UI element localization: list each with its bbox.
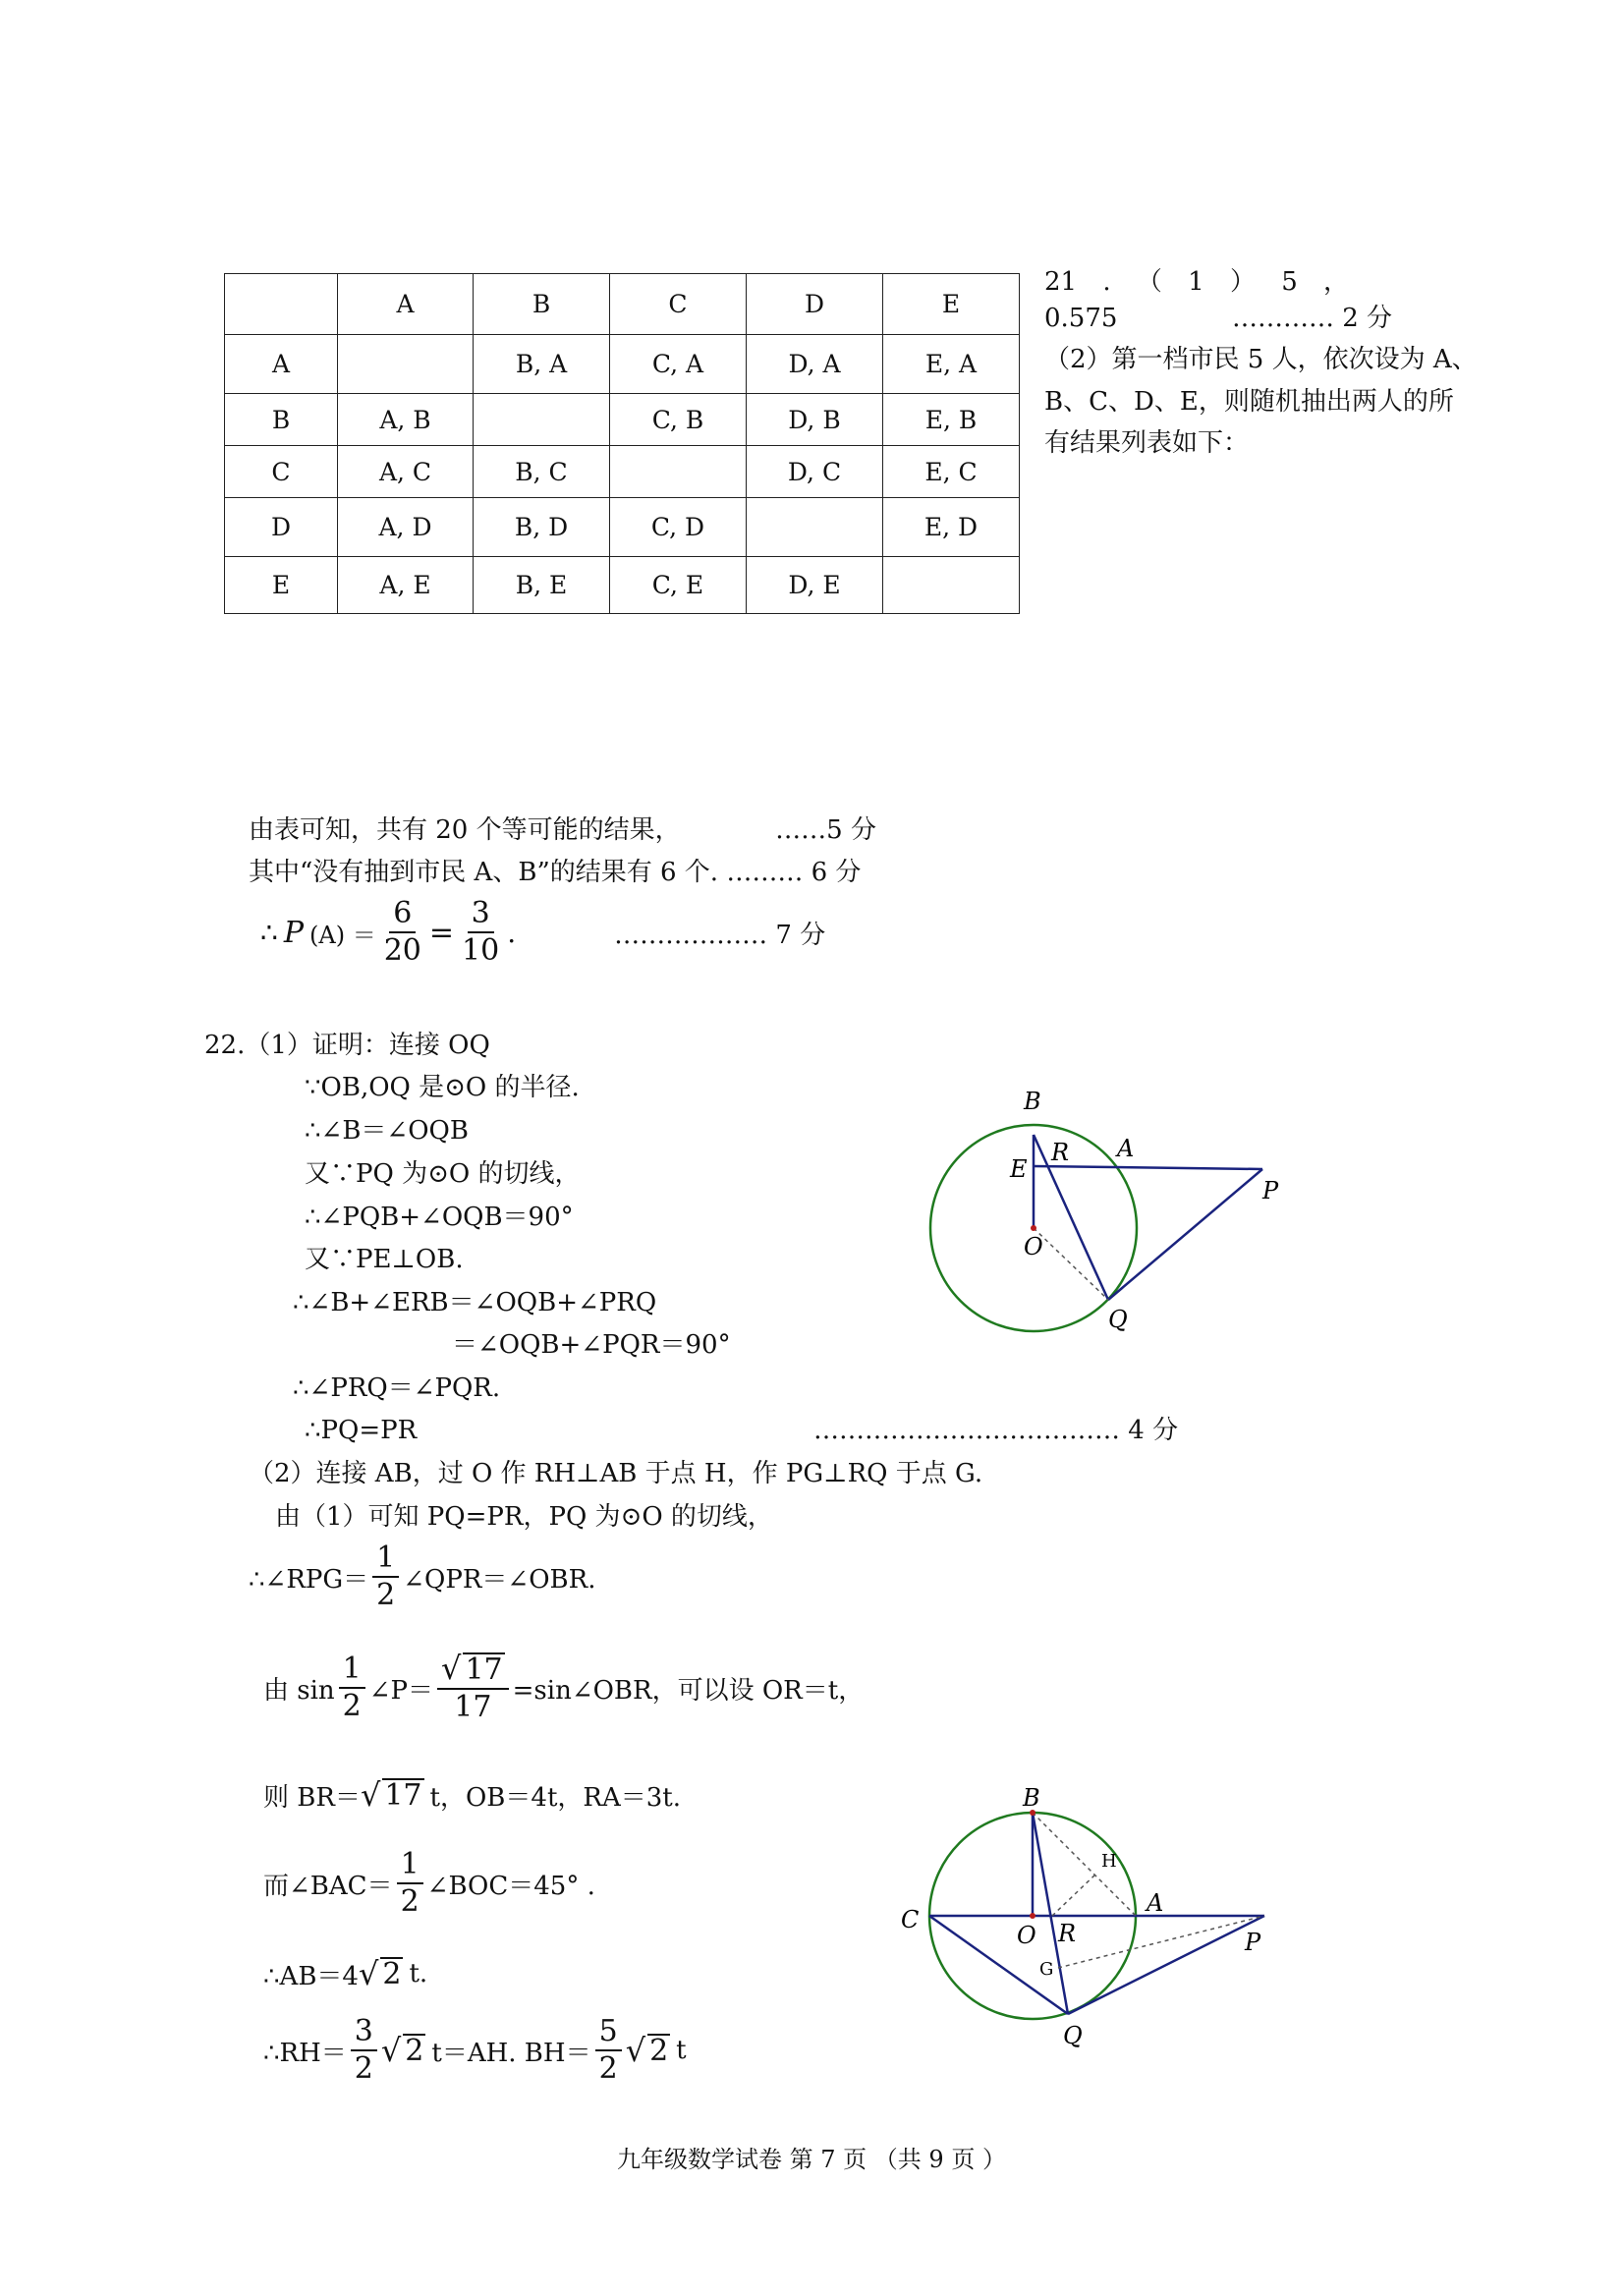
q21-header: 21 . （ 1 ） 5 ， [1044, 267, 1350, 297]
label-q: Q [1063, 2022, 1083, 2049]
fraction [437, 1651, 509, 1725]
q22-line: （2）连接 AB，过 O 作 RH⊥AB 于点 H，作 PG⊥RQ 于点 G. [249, 1459, 983, 1488]
table-cell: B, A [474, 335, 610, 394]
fraction [372, 1540, 399, 1613]
radicand: 17 [384, 1778, 422, 1813]
table-cell: D, A [747, 335, 883, 394]
table-cell: A [338, 274, 474, 335]
q22-line: 由（1）可知 PQ=PR，PQ 为⊙O 的切线， [275, 1502, 773, 1532]
label-h: H [1101, 1851, 1117, 1872]
table-cell: C, D [610, 498, 747, 557]
segment-bq [1034, 1135, 1108, 1300]
fraction [595, 2014, 622, 2087]
table-cell: D [747, 274, 883, 335]
period: . [507, 916, 517, 949]
q22-equation [263, 1776, 681, 1814]
q21-line: 有结果列表如下： [1044, 428, 1250, 458]
eq-text: t＝AH. BH＝ [431, 2038, 591, 2068]
table-cell [610, 446, 747, 498]
eq-text: t，OB＝4t，RA＝3t. [429, 1782, 681, 1813]
geometry-figure-2 [889, 1786, 1282, 2061]
label-r: R [1051, 1139, 1070, 1166]
table-cell [474, 394, 610, 446]
table-cell: C [225, 446, 338, 498]
denominator: 2 [354, 2051, 373, 2086]
point-o [1031, 1225, 1036, 1231]
denominator: 10 [462, 933, 500, 968]
label-p: P [1262, 1177, 1279, 1204]
eq-text: ∠BOC＝45° . [426, 1871, 595, 1901]
q21-score: ……5 分 [775, 815, 876, 845]
segment-oq [1034, 1228, 1108, 1300]
equals: = [428, 915, 455, 950]
therefore-symbol: ∴ [260, 916, 278, 949]
table-cell: D [225, 498, 338, 557]
table-row [225, 498, 1020, 557]
fraction [458, 896, 503, 969]
q22-line: ∴∠B+∠ERB＝∠OQB+∠PRQ [293, 1288, 657, 1317]
label-b: B [1023, 1786, 1040, 1812]
label-o: O [1024, 1233, 1043, 1260]
q21-answer [1044, 302, 1392, 335]
segment-gp [1058, 1916, 1264, 1968]
q22-line: ∴∠B＝∠OQB [305, 1116, 469, 1146]
table-cell: D, E [747, 557, 883, 614]
numerator: 1 [372, 1540, 399, 1578]
label-p: P [1245, 1929, 1261, 1956]
segment-qp [1068, 1916, 1264, 2014]
denominator: 20 [383, 933, 421, 968]
radicand: 2 [382, 1957, 402, 1991]
label-q: Q [1108, 1306, 1128, 1333]
q22-line: 22.（1）证明：连接 OQ [204, 1031, 490, 1060]
eq-text: t [676, 2036, 687, 2065]
table-cell: A, E [338, 557, 474, 614]
table-cell: E, B [883, 394, 1020, 446]
eq-text: =sin∠OBR，可以设 OR＝t， [512, 1675, 865, 1706]
radical-sign: √ [358, 1955, 379, 1992]
table-row [225, 394, 1020, 446]
radical-sign: √ [380, 2032, 402, 2069]
fraction [339, 1652, 365, 1724]
table-row [225, 335, 1020, 394]
geometry-figure-1 [914, 1076, 1287, 1341]
eq-text: ∴∠RPG＝ [249, 1564, 369, 1595]
table-cell: A, C [338, 446, 474, 498]
q22-line: ∴∠PQB+∠OQB＝90° [305, 1203, 574, 1232]
numerator: 5 [595, 2014, 622, 2051]
denominator: 2 [400, 1884, 420, 1919]
numerator: 1 [397, 1847, 423, 1884]
q22-equation [263, 1651, 864, 1725]
denominator: 17 [454, 1690, 492, 1724]
segment-rh [1052, 1873, 1097, 1916]
table-cell: D, C [747, 446, 883, 498]
denominator: 2 [376, 1578, 396, 1612]
page-footer: 九年级数学试卷 第 7 页 （共 9 页 ） [617, 2146, 1006, 2173]
q21-line [249, 813, 876, 847]
prob-var: P [283, 915, 305, 950]
table-cell: D, B [747, 394, 883, 446]
q21-score: ………… 2 分 [1231, 304, 1393, 333]
denominator: 2 [598, 2051, 618, 2086]
table-cell [747, 498, 883, 557]
table-cell: E, C [883, 446, 1020, 498]
eq-text: ∴AB＝4 [263, 1961, 359, 1991]
q22-line: ∴∠PRQ＝∠PQR. [293, 1373, 501, 1403]
radicand: 17 [465, 1652, 503, 1687]
table-cell: B [225, 394, 338, 446]
table-row [225, 557, 1020, 614]
table-cell: C, A [610, 335, 747, 394]
q22-line: 又∵PE⊥OB. [305, 1245, 464, 1274]
table-cell: E [225, 557, 338, 614]
segment-ep [1034, 1166, 1262, 1169]
radical-sign: √ [625, 2032, 646, 2069]
table-cell: E [883, 274, 1020, 335]
table-cell: A, D [338, 498, 474, 557]
eq-text: ∴RH＝ [263, 2038, 347, 2068]
q21-score: ……………… 7 分 [614, 920, 826, 950]
radicand: 2 [649, 2034, 669, 2068]
table-cell [883, 557, 1020, 614]
q21-line: （2）第一档市民 5 人，依次设为 A、 [1044, 345, 1478, 374]
q22-equation [249, 1540, 596, 1613]
table-cell: B [474, 274, 610, 335]
q21-text: 由表可知，共有 20 个等可能的结果， [249, 815, 681, 845]
q21-answer-value: 0.575 [1044, 304, 1118, 333]
radicand: 2 [405, 2034, 424, 2068]
numerator: 1 [339, 1652, 365, 1689]
table-cell: B, E [474, 557, 610, 614]
label-r: R [1058, 1920, 1077, 1947]
numerator: 3 [351, 2014, 377, 2051]
prob-arg: (A) ＝ [309, 921, 376, 949]
fraction [397, 1847, 423, 1920]
point-o [1030, 1913, 1035, 1919]
q21-probability [260, 896, 825, 969]
fraction [351, 2014, 377, 2087]
q22-line: ∴PQ=PR [305, 1416, 418, 1445]
radical-sign: √ [441, 1650, 462, 1687]
denominator: 2 [342, 1689, 362, 1723]
label-e: E [1010, 1155, 1028, 1183]
table-cell: B, D [474, 498, 610, 557]
table-cell: C [610, 274, 747, 335]
q21-line: B、C、D、E，则随机抽出两人的所 [1044, 387, 1454, 417]
label-g: G [1039, 1959, 1054, 1980]
fraction [380, 896, 425, 969]
eq-text: 由 sin [263, 1675, 335, 1706]
table-cell: C, B [610, 394, 747, 446]
q22-line: ＝∠OQB+∠PQR＝90° [452, 1330, 731, 1360]
results-table [224, 273, 1020, 614]
q22-equation [263, 1955, 427, 1992]
table-cell: A, B [338, 394, 474, 446]
label-a: A [1117, 1135, 1135, 1162]
table-header-row [225, 274, 1020, 335]
table-cell [338, 335, 474, 394]
q21-line: 其中“没有抽到市民 A、B”的结果有 6 个. ……… 6 分 [249, 858, 862, 887]
numerator [437, 1651, 509, 1690]
q22-equation [263, 1847, 595, 1920]
q22-score: ……………………………… 4 分 [813, 1416, 1179, 1445]
table-cell: E, A [883, 335, 1020, 394]
label-a: A [1147, 1889, 1164, 1917]
table-cell [225, 274, 338, 335]
q22-line: 又∵PQ 为⊙O 的切线， [305, 1159, 581, 1189]
label-o: O [1017, 1922, 1036, 1949]
eq-text: 而∠BAC＝ [263, 1871, 393, 1901]
eq-text: 则 BR＝ [263, 1782, 361, 1813]
table-row [225, 446, 1020, 498]
table-cell: C, E [610, 557, 747, 614]
q22-line: ∵OB,OQ 是⊙O 的半径. [305, 1073, 580, 1102]
table-cell: B, C [474, 446, 610, 498]
q22-equation [263, 2014, 687, 2087]
eq-text: t. [409, 1959, 428, 1988]
numerator: 6 [389, 896, 416, 933]
label-c: C [901, 1906, 920, 1933]
table-cell: E, D [883, 498, 1020, 557]
segment-qp [1108, 1169, 1262, 1300]
radical-sign: √ [360, 1776, 381, 1814]
label-b: B [1024, 1088, 1041, 1115]
eq-text: ∠QPR＝∠OBR. [403, 1564, 596, 1595]
numerator: 3 [468, 896, 494, 933]
table-cell: A [225, 335, 338, 394]
eq-text: ∠P＝ [368, 1675, 434, 1706]
